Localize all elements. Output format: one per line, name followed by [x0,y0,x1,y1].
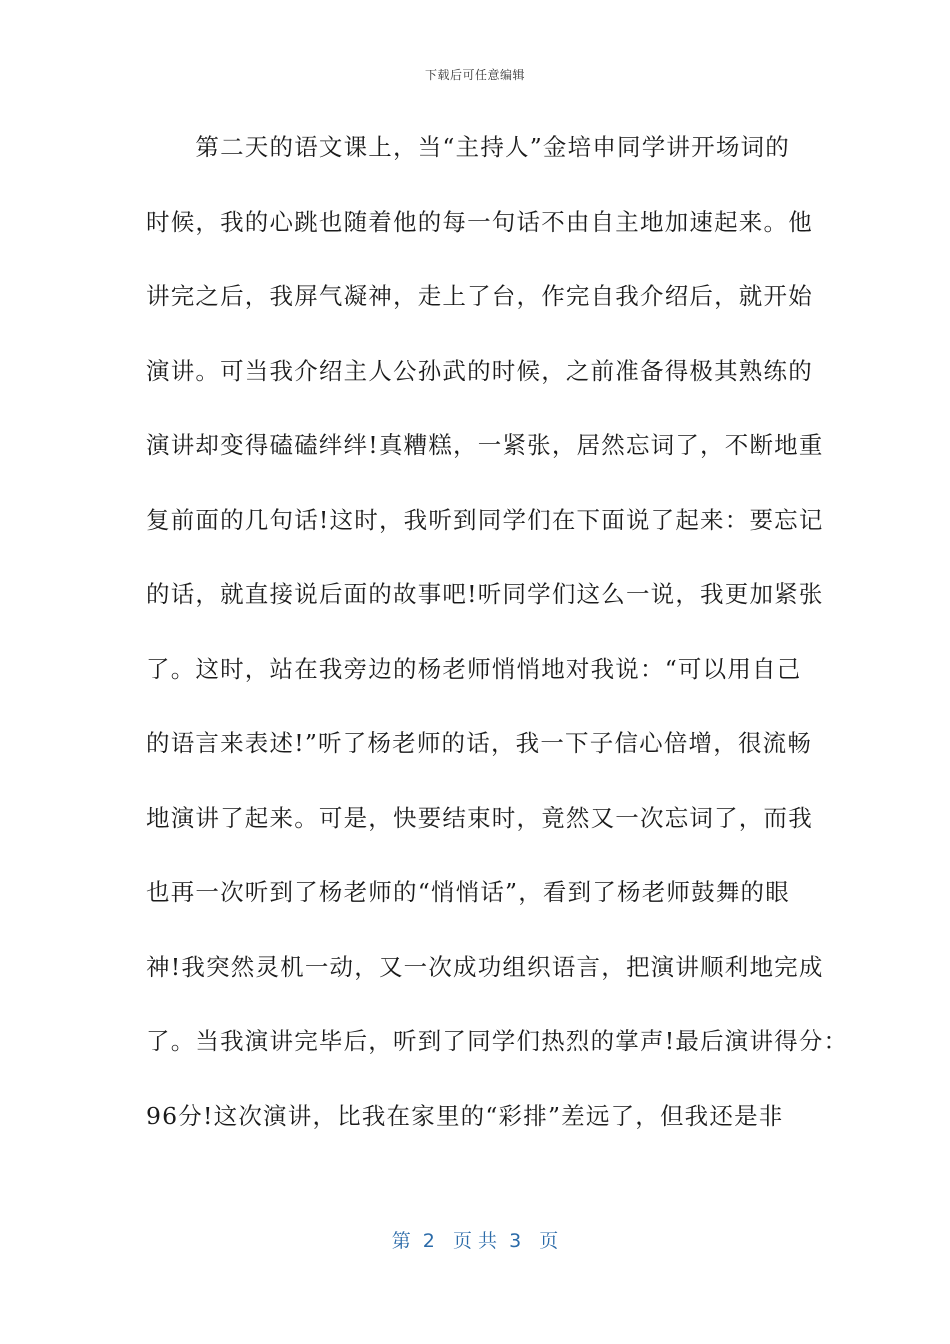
text-line: 96分!这次演讲，比我在家里的“彩排”差远了，但我还是非 [146,1101,784,1130]
text-line: 神!我突然灵机一动，又一次成功组织语言，把演讲顺利地完成 [146,952,824,981]
text-line: 的语言来表述!”听了杨老师的话，我一下子信心倍增，很流畅 [146,729,813,757]
document-body [146,122,849,1165]
text-line: 的话，就直接说后面的故事吧!听同学们这么一说，我更加紧张 [146,580,824,608]
page-header: 下载后可任意编辑 [424,68,525,82]
text-line: 时候，我的心跳也随着他的每一句话不由自主地加速起来。他 [146,207,813,236]
text-line: 地演讲了起来。可是，快要结束时，竟然又一次忘词了，而我 [146,803,813,832]
text-line: 了。当我演讲完毕后，听到了同学们热烈的掌声!最后演讲得分： [146,1027,849,1055]
page-number-footer: 第 2 页 共 3 页 [391,1230,559,1252]
text-line: 演讲。可当我介绍主人公孙武的时候，之前准备得极其熟练的 [146,356,813,385]
text-line: 也再一次听到了杨老师的“悄悄话”，看到了杨老师鼓舞的眼 [146,878,790,906]
text-line: 复前面的几句话!这时，我听到同学们在下面说了起来：要忘记 [146,505,824,534]
text-line: 第二天的语文课上，当“主持人”金培申同学讲开场词的 [146,133,790,161]
text-line: 了。这时，站在我旁边的杨老师悄悄地对我说：“可以用自己 [146,654,802,683]
text-line: 讲完之后，我屏气凝神，走上了台，作完自我介绍后，就开始 [146,282,813,310]
text-line: 演讲却变得磕磕绊绊!真糟糕，一紧张，居然忘词了，不断地重 [146,431,824,459]
